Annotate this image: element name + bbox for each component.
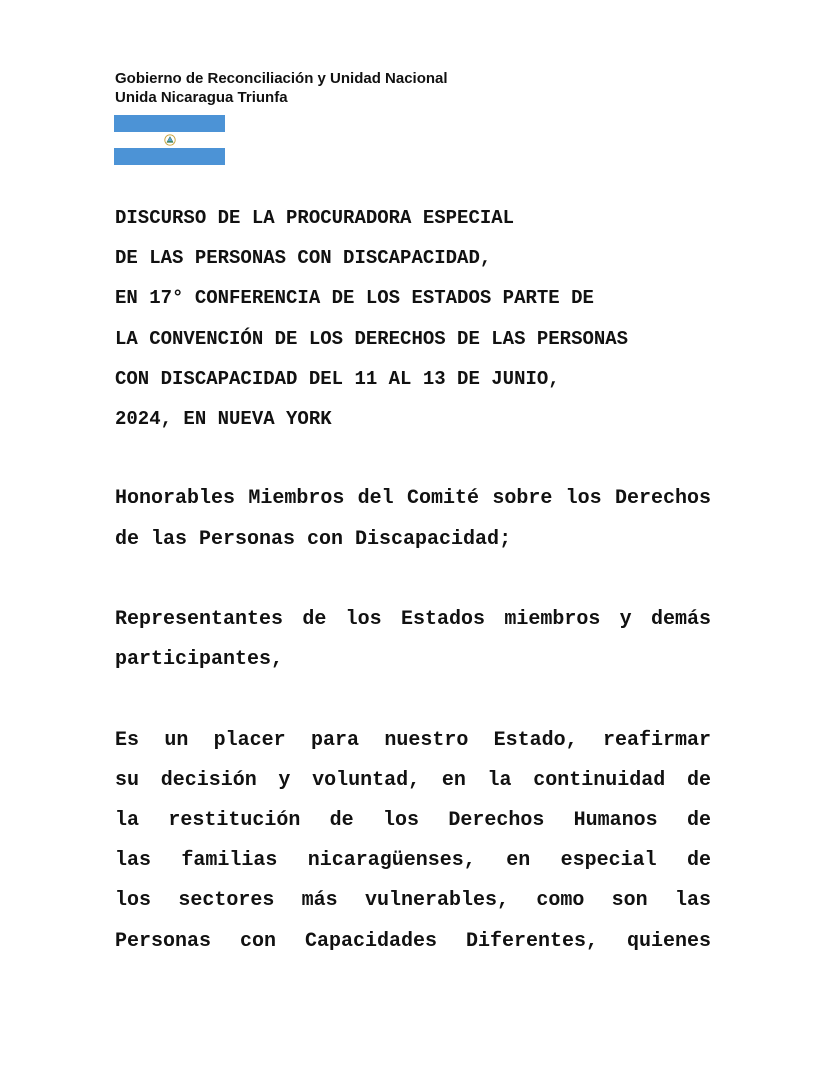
title-line: DISCURSO DE LA PROCURADORA ESPECIAL — [115, 207, 515, 229]
word: Derechos — [448, 809, 545, 832]
salutation-representatives — [115, 600, 711, 680]
word: como — [536, 889, 585, 913]
paragraph-line — [115, 479, 711, 519]
word: miembros — [504, 608, 601, 631]
word: familias — [181, 849, 278, 873]
word: Diferentes, — [465, 929, 598, 953]
title-line: CON DISCAPACIDAD DEL 11 AL 13 DE JUNIO, — [115, 367, 560, 390]
word: Miembros — [248, 487, 345, 511]
paragraph-line — [115, 721, 711, 761]
paragraph-line — [115, 761, 711, 801]
word: continuidad — [533, 768, 666, 792]
word: Capacidades — [304, 929, 437, 953]
nicaragua-flag — [114, 115, 225, 165]
opening-paragraph — [115, 721, 711, 962]
word: de — [329, 809, 354, 832]
word: de — [686, 768, 711, 792]
letterhead-government: Gobierno de Reconciliación y Unidad Nacional — [115, 70, 448, 87]
word: nuestro — [384, 728, 469, 752]
word: reafirmar — [602, 728, 711, 752]
word: especial — [560, 849, 657, 873]
word: las — [115, 849, 152, 873]
document-body — [115, 198, 711, 962]
word: vulnerables, — [364, 889, 510, 913]
paragraph-line — [115, 801, 711, 841]
word: la — [487, 768, 512, 792]
word: su — [115, 768, 140, 792]
word: un — [164, 728, 189, 752]
title-line: 2024, EN NUEVA YORK — [115, 408, 332, 431]
word: Derechos — [614, 487, 711, 511]
word: sectores — [178, 889, 275, 913]
word: las — [674, 889, 711, 913]
title-line: LA CONVENCIÓN DE LOS DERECHOS DE LAS PERSONAS — [115, 327, 629, 350]
word: nicaragüenses, — [307, 849, 476, 873]
title-line: EN 17° CONFERENCIA DE LOS ESTADOS PARTE DE — [115, 287, 594, 310]
word: Humanos — [573, 809, 658, 832]
word: para — [310, 728, 359, 752]
word: Estado, — [493, 728, 578, 752]
word: Estados — [401, 608, 486, 631]
flag-middle-band — [114, 132, 225, 149]
word: quienes — [626, 929, 711, 953]
word: los — [383, 809, 420, 832]
word: y — [278, 768, 291, 792]
word: restitución — [168, 809, 301, 832]
word: los — [345, 608, 382, 631]
paragraph-line — [115, 922, 711, 962]
paragraph-line — [115, 600, 711, 640]
word: Comité — [407, 487, 480, 511]
word: los — [115, 889, 152, 913]
word: en — [441, 768, 466, 792]
word: Es — [115, 728, 140, 752]
word: demás — [650, 608, 711, 631]
salutation-committee — [115, 479, 711, 559]
word: Honorables — [115, 487, 236, 511]
word: los — [565, 487, 602, 511]
paragraph-line: participantes, — [115, 648, 284, 672]
word: Representantes — [115, 608, 284, 631]
paragraph-line — [115, 881, 711, 921]
letterhead — [115, 69, 715, 107]
title-line: DE LAS PERSONAS CON DISCAPACIDAD, — [115, 247, 492, 270]
letterhead-slogan: Unida Nicaragua Triunfa — [115, 89, 288, 106]
flag-bottom-band — [114, 148, 225, 165]
word: de — [686, 849, 711, 873]
word: más — [301, 889, 338, 913]
flag-top-band — [114, 115, 225, 132]
word: sobre — [492, 487, 553, 511]
word: y — [619, 608, 632, 631]
word: decisión — [160, 768, 257, 792]
word: voluntad, — [312, 768, 421, 792]
word: del — [357, 487, 394, 511]
word: con — [239, 929, 276, 953]
word: en — [506, 849, 531, 873]
paragraph-line — [115, 841, 711, 881]
word: placer — [213, 728, 286, 752]
word: de — [302, 608, 327, 631]
word: de — [686, 809, 711, 832]
speech-title — [115, 198, 711, 439]
word: la — [115, 809, 140, 832]
word: Personas — [115, 929, 212, 953]
paragraph-line: de las Personas con Discapacidad; — [115, 527, 512, 551]
word: son — [611, 889, 648, 913]
coat-of-arms-icon — [164, 134, 176, 146]
